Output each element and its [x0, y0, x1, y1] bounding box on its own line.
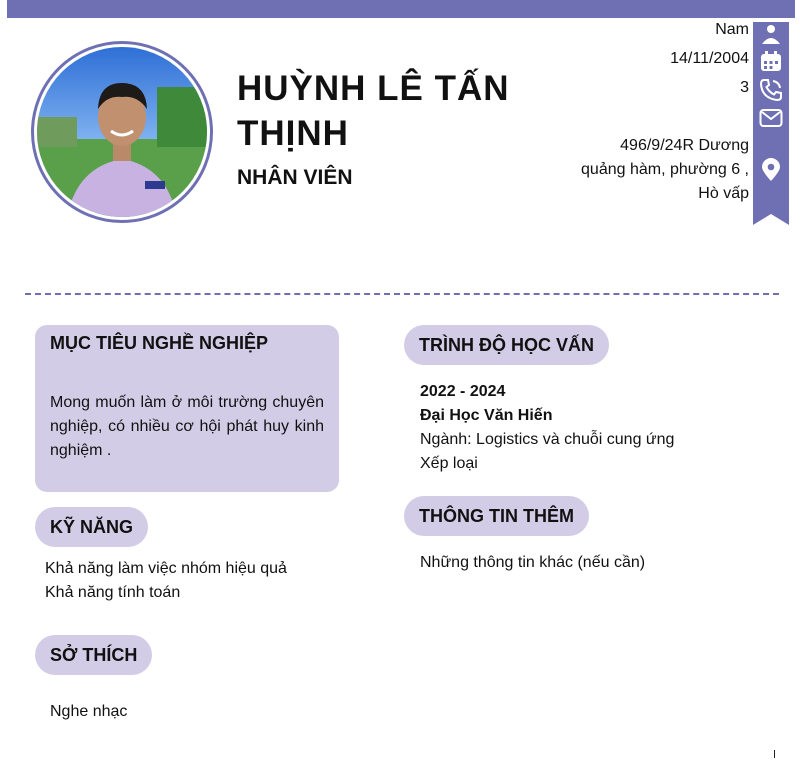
phone-icon [759, 78, 783, 102]
education-major: Ngành: Logistics và chuỗi cung ứng [420, 431, 675, 448]
calendar-icon [759, 49, 783, 73]
address-line: Hò vấp [698, 185, 749, 202]
education-rank: Xếp loại [420, 455, 478, 472]
gender-value: Nam [715, 21, 749, 38]
person-photo-icon [37, 47, 207, 217]
top-bar [7, 0, 795, 18]
mail-icon [759, 106, 783, 130]
education-period: 2022 - 2024 [420, 383, 506, 400]
address-line: quảng hàm, phường 6 , [581, 161, 749, 178]
location-icon [759, 158, 783, 182]
extra-info-text: Những thông tin khác (nếu cần) [420, 554, 646, 571]
skill-item: Khả năng làm việc nhóm hiệu quả [45, 560, 287, 577]
objective-card [35, 325, 339, 492]
birthdate-value: 14/11/2004 [670, 50, 749, 67]
skill-item: Khả năng tính toán [45, 584, 181, 601]
full-name: HUỲNH LÊ TẤN THỊNH [237, 69, 510, 153]
objective-text: Mong muốn làm ở môi trường chuyên nghiệp, có nhiều cơ hội phát huy kinh nghiệm . [50, 394, 324, 459]
avatar [31, 41, 213, 223]
job-title: NHÂN VIÊN [237, 166, 353, 189]
person-icon [759, 24, 783, 48]
objective-title: MỤC TIÊU NGHỀ NGHIỆP [50, 333, 269, 353]
hobby-item: Nghe nhạc [50, 703, 128, 720]
profile-photo [37, 47, 207, 217]
education-school: Đại Học Văn Hiến [420, 407, 553, 424]
section-divider [25, 293, 779, 295]
page-mark [774, 750, 775, 758]
skills-title: KỸ NĂNG [35, 507, 148, 547]
address-line: 496/9/24R Dương [620, 137, 749, 154]
address-value [581, 134, 749, 206]
phone-value: 3 [740, 79, 749, 96]
contact-ribbon [753, 22, 789, 225]
hobbies-title: SỞ THÍCH [35, 635, 152, 675]
education-title: TRÌNH ĐỘ HỌC VẤN [404, 325, 609, 365]
extra-info-title: THÔNG TIN THÊM [404, 496, 589, 536]
